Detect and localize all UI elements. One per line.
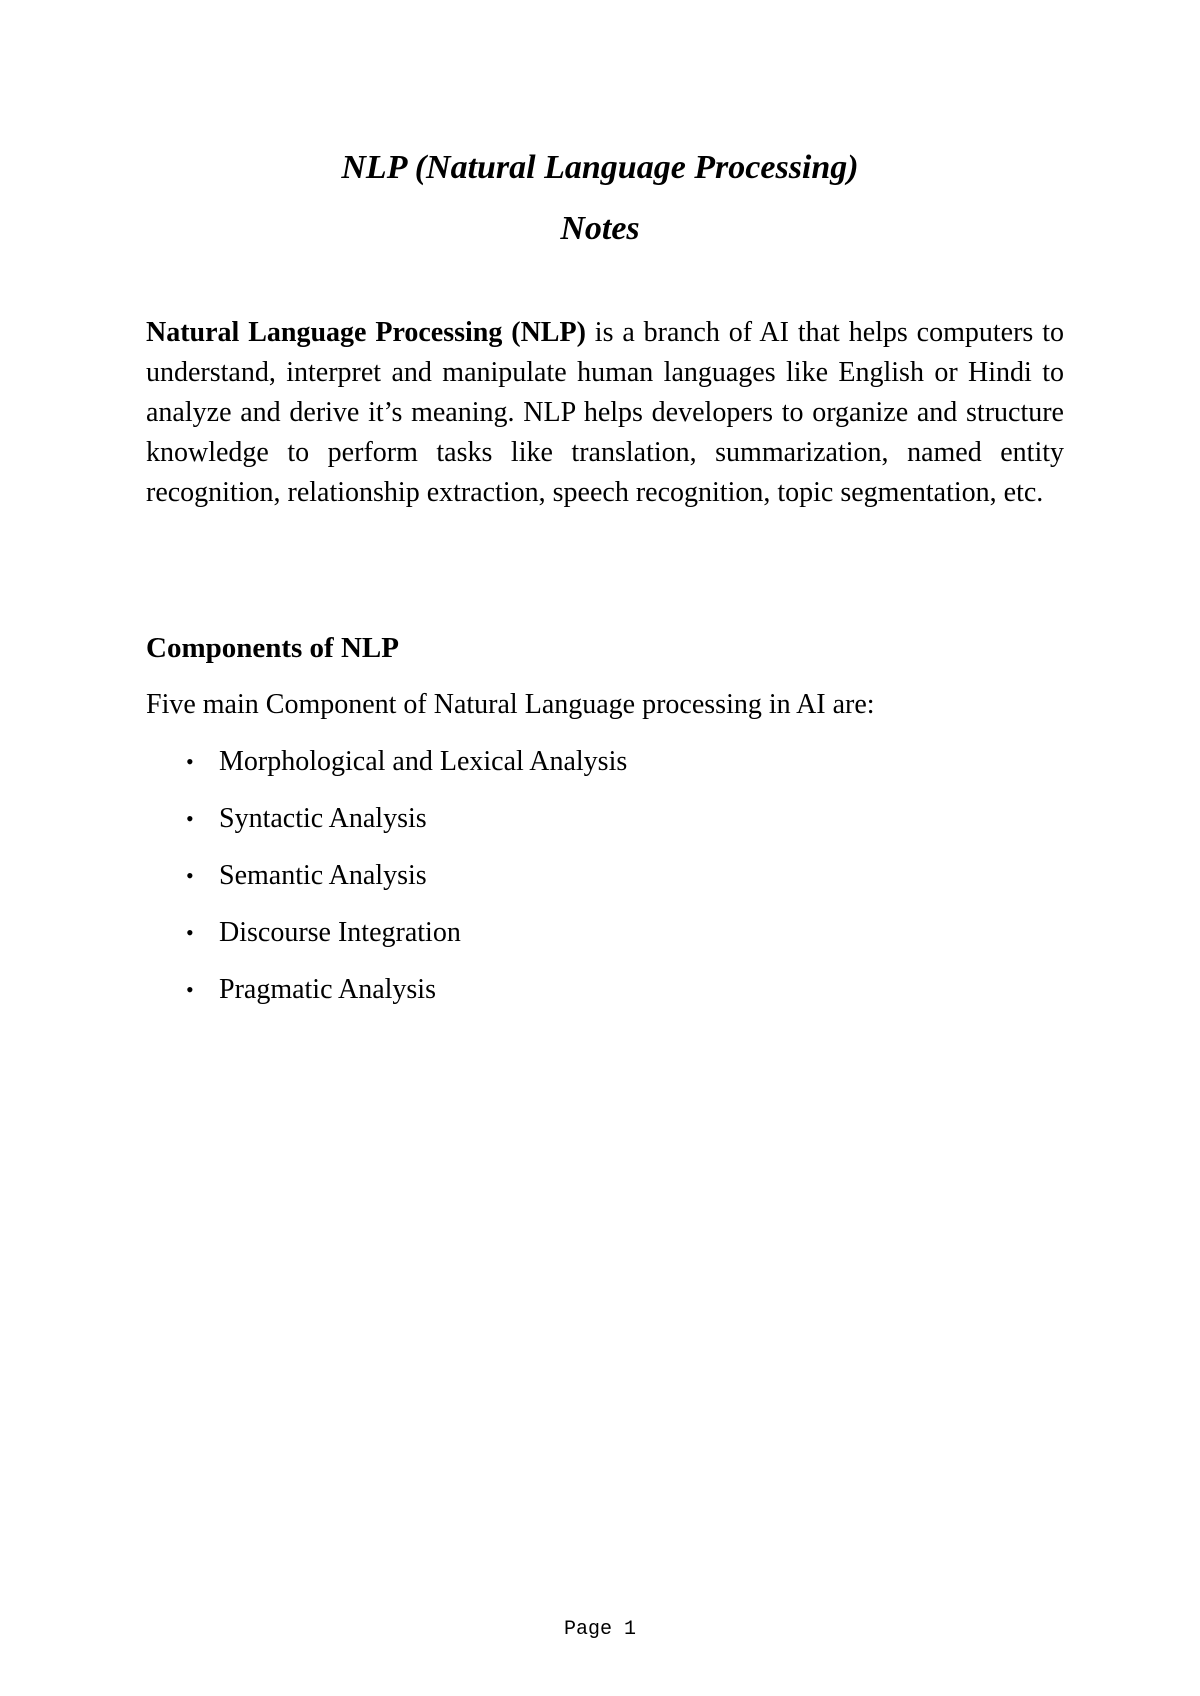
bullet-icon: • [186,920,194,945]
list-item-text: Morphological and Lexical Analysis [219,746,628,777]
intro-text: is a branch of AI that helps computers to understand, interpret and manipulate human languages like English or Hindi to analyze and derive it’s meaning. NLP helps developers to organize and structure knowledge to perform tasks like translation, summarization, named entity recognition, relationship extraction, speech recognition, topic segmentation, etc. [146,317,1064,508]
list-item-text: Semantic Analysis [219,860,427,891]
intro-paragraph [146,313,1064,513]
intro-bold-term: Natural Language Processing (NLP) [146,317,586,348]
section-heading: Components of NLP [146,632,399,664]
list-item-text: Discourse Integration [219,917,461,948]
bullet-icon: • [186,749,194,774]
document-subtitle: Notes [560,210,640,247]
page-number: Page 1 [563,1618,636,1641]
document-title: NLP (Natural Language Processing) [341,149,859,186]
list-item-text: Syntactic Analysis [219,803,427,834]
bullet-icon: • [186,806,194,831]
bullet-icon: • [186,863,194,888]
section-intro: Five main Component of Natural Language processing in AI are: [146,689,875,720]
bullet-icon: • [186,977,194,1002]
list-item-text: Pragmatic Analysis [219,974,436,1005]
